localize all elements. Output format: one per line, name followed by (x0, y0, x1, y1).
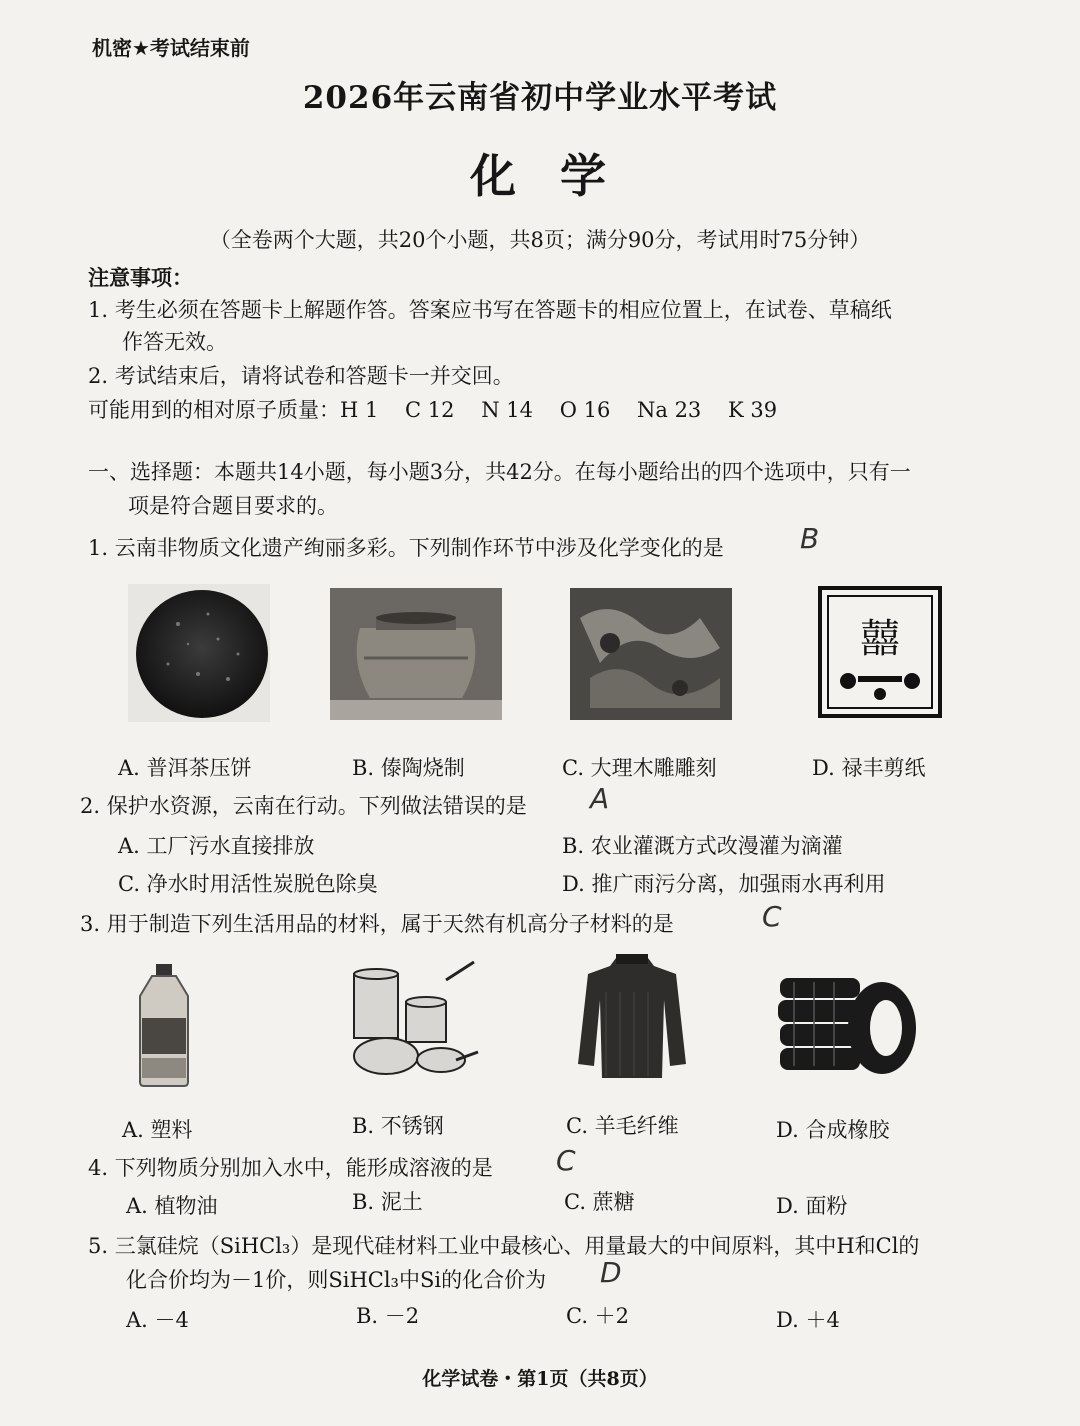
notes-item-2: 2. 考试结束后，请将试卷和答题卡一并交回。 (88, 364, 514, 388)
question-4-option-a[interactable]: A. 植物油 (126, 1194, 218, 1218)
question-1-option-d[interactable]: D. 禄丰剪纸 (812, 756, 926, 780)
plastic-bottle-image (134, 962, 194, 1088)
subject-title: 化学 (470, 149, 650, 203)
question-3-answer-mark: C (762, 900, 782, 933)
question-1-option-c[interactable]: C. 大理木雕雕刻 (562, 756, 717, 780)
svg-text:囍: 囍 (860, 616, 900, 662)
question-3-stem: 3. 用于制造下列生活用品的材料，属于天然有机高分子材料的是 (80, 912, 674, 936)
question-4-stem: 4. 下列物质分别加入水中，能形成溶液的是 (88, 1156, 493, 1180)
question-5-option-c[interactable]: C. ＋2 (566, 1304, 630, 1328)
question-5-stem-cont: 化合价均为－1价，则SiHCl₃中Si的化合价为 (126, 1268, 547, 1292)
stainless-steel-cookware-image (346, 956, 480, 1080)
confidential-label: 机密★考试结束前 (92, 36, 250, 60)
section-1-heading: 一、选择题：本题共14小题，每小题3分，共42分。在每小题给出的四个选项中，只有一 (88, 460, 911, 484)
question-1-answer-mark: B (800, 522, 820, 555)
wool-sweater-image (576, 952, 688, 1082)
question-1-stem: 1. 云南非物质文化遗产绚丽多彩。下列制作环节中涉及化学变化的是 (88, 536, 724, 560)
question-1-option-a[interactable]: A. 普洱茶压饼 (118, 756, 252, 780)
question-4-option-d[interactable]: D. 面粉 (776, 1194, 848, 1218)
puer-tea-cake-image (128, 584, 270, 722)
question-5-stem: 5. 三氯硅烷（SiHCl₃）是现代硅材料工业中最核心、用量最大的中间原料，其中H和Cl的 (88, 1234, 920, 1258)
exam-title: 2026年云南省初中学业水平考试 (302, 80, 778, 116)
paper-info: （全卷两个大题，共20个小题，共8页；满分90分，考试用时75分钟） (209, 228, 871, 252)
lufeng-papercut-image (818, 586, 942, 718)
question-3-option-c[interactable]: C. 羊毛纤维 (566, 1114, 679, 1138)
page-footer: 化学试卷・第1页（共8页） (422, 1368, 658, 1390)
question-3-option-b[interactable]: B. 不锈钢 (352, 1114, 444, 1138)
question-1-option-b[interactable]: B. 傣陶烧制 (352, 756, 465, 780)
question-2-option-d[interactable]: D. 推广雨污分离，加强雨水再利用 (562, 872, 886, 896)
dai-pottery-image (330, 588, 502, 720)
question-5-option-b[interactable]: B. －2 (356, 1304, 420, 1328)
notes-item-1: 1. 考生必须在答题卡上解题作答。答案应书写在答题卡的相应位置上，在试卷、草稿纸 (88, 298, 892, 322)
question-2-option-a[interactable]: A. 工厂污水直接排放 (118, 834, 315, 858)
question-2-option-b[interactable]: B. 农业灌溉方式改漫灌为滴灌 (562, 834, 843, 858)
notes-heading: 注意事项： (88, 266, 193, 290)
question-2-stem: 2. 保护水资源，云南在行动。下列做法错误的是 (80, 794, 527, 818)
question-5-option-a[interactable]: A. －4 (126, 1308, 189, 1332)
question-5-option-d[interactable]: D. ＋4 (776, 1308, 840, 1332)
question-4-answer-mark: C (556, 1144, 576, 1177)
question-4-option-c[interactable]: C. 蔗糖 (564, 1190, 635, 1214)
question-2-answer-mark: A (590, 782, 610, 815)
notes-item-1-cont: 作答无效。 (122, 330, 227, 354)
synthetic-rubber-tires-image (774, 968, 920, 1078)
question-3-option-d[interactable]: D. 合成橡胶 (776, 1118, 890, 1142)
section-1-heading-cont: 项是符合题目要求的。 (128, 494, 338, 518)
question-4-option-b[interactable]: B. 泥土 (352, 1190, 423, 1214)
atomic-mass-line: 可能用到的相对原子质量：H 1 C 12 N 14 O 16 Na 23 K 39 (88, 398, 778, 422)
question-3-option-a[interactable]: A. 塑料 (122, 1118, 193, 1142)
question-2-option-c[interactable]: C. 净水时用活性炭脱色除臭 (118, 872, 378, 896)
dali-woodcarving-image (570, 588, 732, 720)
question-5-answer-mark: D (600, 1256, 622, 1289)
